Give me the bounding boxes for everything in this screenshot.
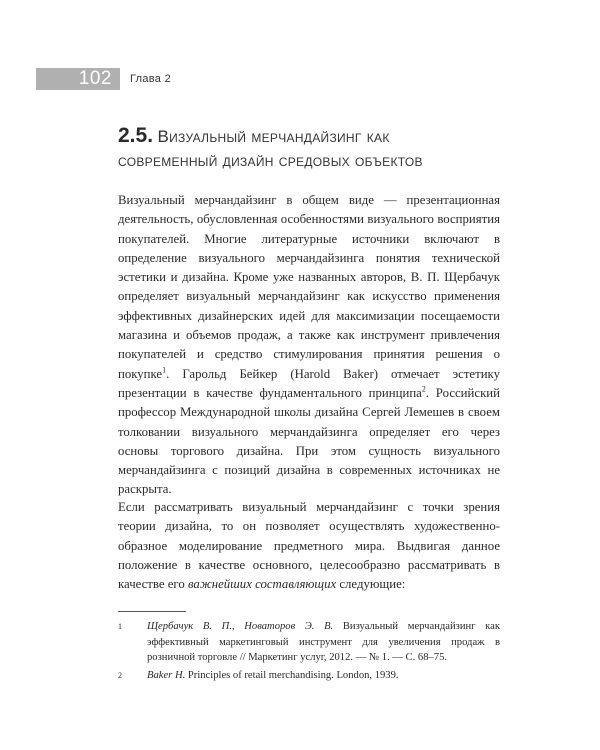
paragraph-2 — [118, 498, 500, 594]
footnote-1-text: Визуальный мерчандайзинг как эффективный маркетинговый инструмент для увеличения продаж в розничной торговле // Маркетинг услуг, 2012. — № 1. — С. 68–75. — [147, 621, 500, 664]
page-number-box — [36, 68, 120, 90]
paragraph-1-text-c: . Российский профессор Международной школы дизайна Сергей Лемешев в своем толковании визуального мерчандайзинга определяет его через основы торгового дизайна. При этом сущность визуального мерчандайзинга с позиций дизайна в современных источниках не раскрыта. — [118, 385, 500, 497]
footnote-divider — [118, 611, 186, 612]
paragraph-1 — [118, 191, 500, 500]
footnote-2-mark: 2 — [118, 671, 122, 680]
section-title — [118, 124, 538, 172]
paragraph-1-text-a: Визуальный мерчандайзинг в общем виде — презентационная деятельность, обусловленная особенностями визуального восприятия покупателей. Многие литературные источники включают в определение визуального мерчандайзинга понятия технической эстетики и дизайна. Кроме уже названных авторов, В. П. Щербачук определяет визуальный мерчандайзинг как искусство применения эффективных дизайнерских идей для максимизации посещаемости магазина и объемов продаж, а также как инструмент привлечения покупателей и средство стимулирования принятия решения о покупке — [118, 193, 500, 381]
footnote-2 — [118, 668, 500, 684]
section-number: 2.5. — [118, 124, 154, 147]
paragraph-2-text-b: следующие: — [336, 577, 406, 592]
paragraph-2-emphasis: важнейших составляющих — [187, 577, 337, 592]
footnote-2-body — [118, 668, 500, 684]
chapter-label: Глава 2 — [130, 73, 171, 85]
paragraph-1-text-b: . Гарольд Бейкер (Harold Baker) отмечает эстетику презентации в качестве фундаментального принципа — [118, 366, 500, 400]
footnote-2-authors: Baker H. — [147, 670, 186, 681]
section-title-line2: современный дизайн средовых объектов — [118, 151, 423, 170]
running-header — [36, 68, 171, 90]
footnote-1-mark: 1 — [118, 622, 122, 631]
footnote-1 — [118, 619, 500, 666]
footnote-2-text: Principles of retail merchandising. London, 1939. — [185, 670, 399, 681]
footnote-ref-1[interactable]: 1 — [162, 365, 167, 375]
paragraph-2-text-a: Если рассматривать визуальный мерчандайзинг с точки зрения теории дизайна, то он позволяет осуществлять художественно-образное моделирование предметного мира. Выдвигая данное положение в качестве основного, целесообразно рассматривать в качестве его — [118, 500, 500, 592]
section-title-line1: Визуальный мерчандайзинг как — [157, 127, 390, 146]
footnote-1-body — [118, 619, 500, 666]
footnote-1-authors: Щербачук В. П., Новаторов Э. В. — [147, 621, 334, 632]
footnote-ref-2[interactable]: 2 — [421, 384, 426, 394]
page-number: 102 — [78, 68, 112, 89]
